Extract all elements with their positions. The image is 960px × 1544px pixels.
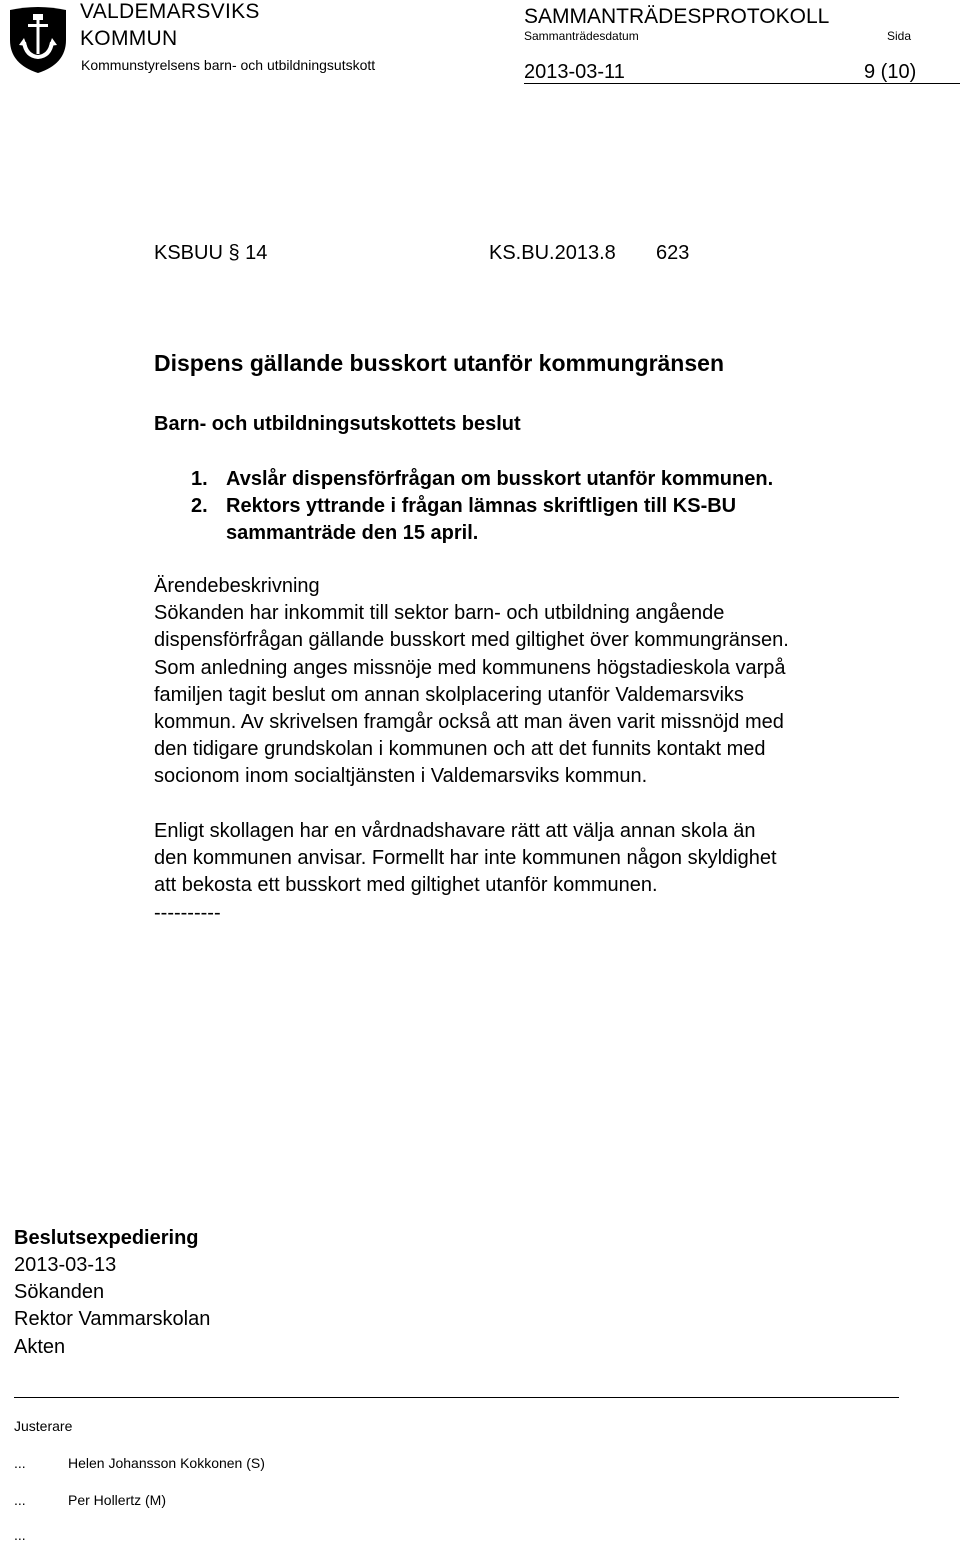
meeting-date-label: Sammanträdesdatum	[524, 29, 639, 43]
meeting-date: 2013-03-11	[524, 61, 625, 83]
page-label: Sida	[887, 29, 912, 43]
paragraph-line: kommun. Av skrivelsen framgår också att man även varit missnöjd med	[154, 711, 784, 734]
header-divider	[524, 83, 960, 84]
dispatch-date: 2013-03-13	[14, 1254, 117, 1276]
dispatch-recipient: Sökanden	[14, 1281, 105, 1303]
dispatch-recipient: Rektor Vammarskolan	[14, 1308, 211, 1330]
description-heading: Ärendebeskrivning	[154, 575, 320, 597]
paragraph-line: den kommunen anvisar. Formellt har inte kommunen någon skyldighet	[154, 847, 777, 870]
dispatch-recipient: Akten	[14, 1336, 66, 1358]
section-id: KSBUU § 14	[154, 242, 268, 264]
decision-item-text: sammanträde den 15 april.	[226, 522, 479, 544]
case-number: KS.BU.2013.8	[489, 242, 616, 264]
description-paragraph-2	[154, 818, 914, 927]
description-section	[154, 573, 914, 791]
decision-heading: Barn- och utbildningsutskottets beslut	[154, 413, 521, 435]
dash-separator: ----------	[154, 901, 221, 924]
decision-item-text: Rektors yttrande i frågan lämnas skriftligen till KS-BU	[226, 495, 737, 517]
paragraph-line: den tidigare grundskolan i kommunen och att det funnits kontakt med	[154, 738, 766, 761]
paragraph-line: socionom inom socialtjänsten i Valdemarsviks kommun.	[154, 765, 648, 788]
signature-dots: ...	[14, 1492, 26, 1508]
decision-item	[191, 493, 921, 547]
decision-item-text: Avslår dispensförfrågan om busskort utanför kommunen.	[226, 468, 774, 490]
anchor-crest-icon	[8, 4, 68, 74]
paragraph-line: att bekosta ett busskort med giltighet utanför kommunen.	[154, 874, 658, 897]
decision-item-number: 2.	[191, 495, 208, 517]
paragraph-line: familjen tagit beslut om annan skolplacering utanför Valdemarsviks	[154, 683, 744, 706]
paragraph-line: Enligt skollagen har en vårdnadshavare rätt att välja annan skola än	[154, 820, 756, 842]
signer-name: Helen Johansson Kokkonen (S)	[68, 1455, 265, 1471]
signer-name: Per Hollertz (M)	[68, 1492, 167, 1508]
signature-dots: ...	[14, 1455, 26, 1471]
municipality-suffix: KOMMUN	[80, 27, 178, 50]
paragraph-line: dispensförfrågan gällande busskort med giltighet över kommungränsen.	[154, 629, 789, 652]
decision-item-number: 1.	[191, 468, 208, 490]
decision-item	[191, 466, 921, 493]
document-type: SAMMANTRÄDESPROTOKOLL	[524, 5, 830, 28]
page-number: 9 (10)	[864, 61, 917, 83]
committee-name: Kommunstyrelsens barn- och utbildningsutskott	[81, 57, 376, 73]
dispatch-heading: Beslutsexpediering	[14, 1227, 199, 1249]
paragraph-line: Sökanden har inkommit till sektor barn- och utbildning angående	[154, 602, 725, 625]
footer-divider	[14, 1397, 899, 1398]
case-code: 623	[656, 242, 690, 264]
document-title: Dispens gällande busskort utanför kommungränsen	[154, 350, 724, 376]
adjuster-label: Justerare	[14, 1418, 73, 1434]
paragraph-line: Som anledning anges missnöje med kommunens högstadieskola varpå	[154, 656, 786, 679]
municipality-name: VALDEMARSVIKS	[80, 0, 260, 23]
signature-dots: ...	[14, 1527, 26, 1543]
